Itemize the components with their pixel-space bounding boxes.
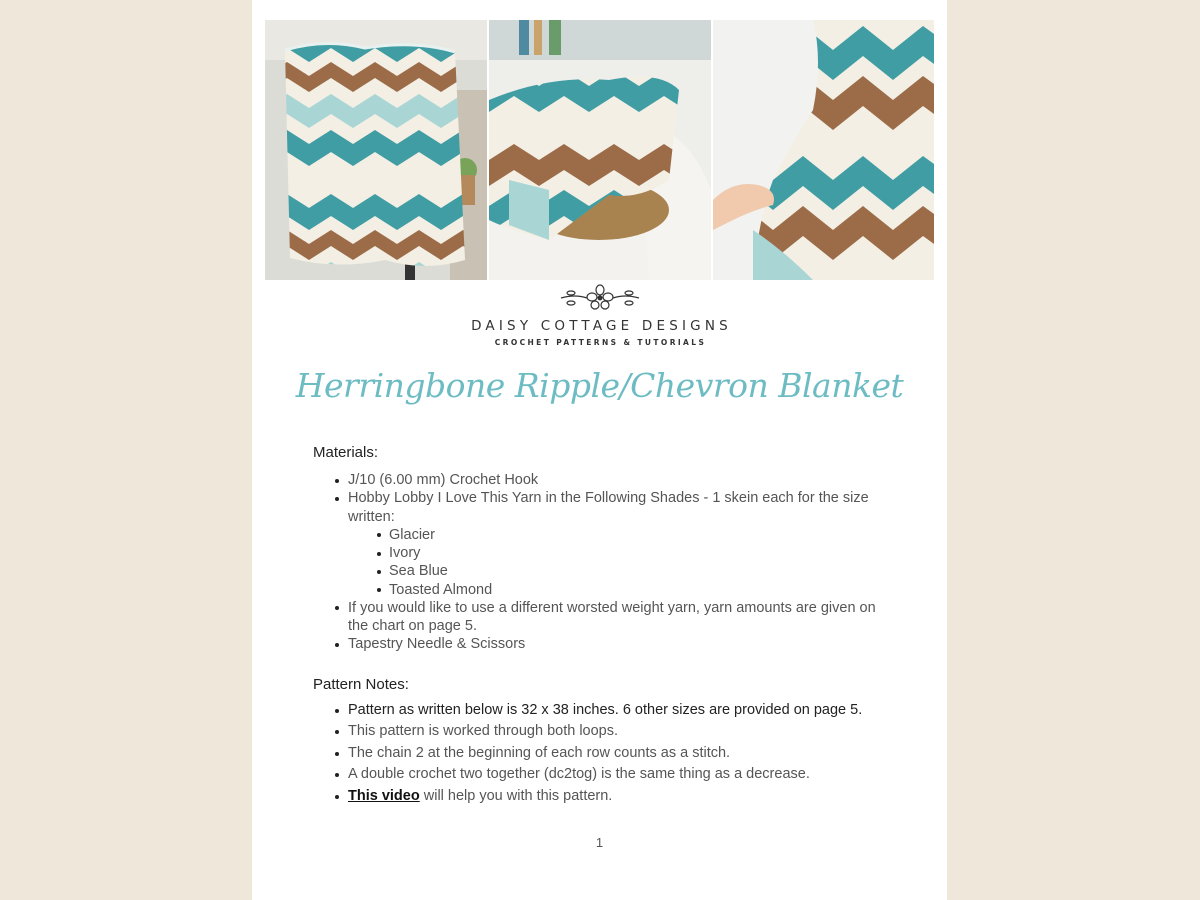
list-item: If you would like to use a different worsted weight yarn, yarn amounts are given on the chart on page 5. bbox=[313, 599, 893, 636]
list-item: A double crochet two together (dc2tog) is the same thing as a decrease. bbox=[313, 764, 893, 786]
pdf-page bbox=[252, 0, 947, 900]
brand-name: DAISY COTTAGE DESIGNS bbox=[471, 318, 732, 334]
photo-strip bbox=[265, 20, 934, 280]
brand-tagline: CROCHET PATTERNS & TUTORIALS bbox=[494, 338, 707, 347]
list-item: Pattern as written below is 32 x 38 inches. 6 other sizes are provided on page 5. bbox=[313, 700, 893, 722]
shade-item: Glacier bbox=[348, 526, 893, 544]
shade-item: Toasted Almond bbox=[348, 581, 893, 599]
materials-list bbox=[313, 471, 893, 654]
list-item bbox=[313, 786, 893, 808]
shade-item: Ivory bbox=[348, 544, 893, 562]
list-item: This pattern is worked through both loops. bbox=[313, 721, 893, 743]
list-item bbox=[313, 489, 893, 598]
hand-holding-blanket-photo bbox=[713, 20, 934, 280]
pattern-notes-list bbox=[313, 700, 893, 808]
pattern-title: Herringbone Ripple/Chevron Blanket bbox=[295, 366, 904, 405]
folded-blanket-in-basket-photo bbox=[489, 20, 711, 280]
yarn-shades-list bbox=[348, 526, 893, 599]
list-item: Tapestry Needle & Scissors bbox=[313, 635, 893, 653]
pattern-notes-heading: Pattern Notes: bbox=[313, 675, 409, 693]
video-link-suffix: will help you with this pattern. bbox=[419, 787, 613, 804]
list-item: The chain 2 at the beginning of each row counts as a stitch. bbox=[313, 743, 893, 765]
pattern-content bbox=[313, 443, 893, 807]
list-item: J/10 (6.00 mm) Crochet Hook bbox=[313, 471, 893, 489]
brand-logo bbox=[252, 284, 947, 347]
page-number: 1 bbox=[595, 835, 604, 850]
shade-item: Sea Blue bbox=[348, 562, 893, 580]
hanging-chevron-blanket-photo bbox=[265, 20, 487, 280]
materials-heading: Materials: bbox=[313, 444, 379, 461]
daisy-emblem-icon bbox=[557, 284, 643, 312]
video-link[interactable]: This video bbox=[348, 787, 420, 804]
yarn-text: Hobby Lobby I Love This Yarn in the Following Shades - 1 skein each for the size written: bbox=[348, 490, 869, 525]
